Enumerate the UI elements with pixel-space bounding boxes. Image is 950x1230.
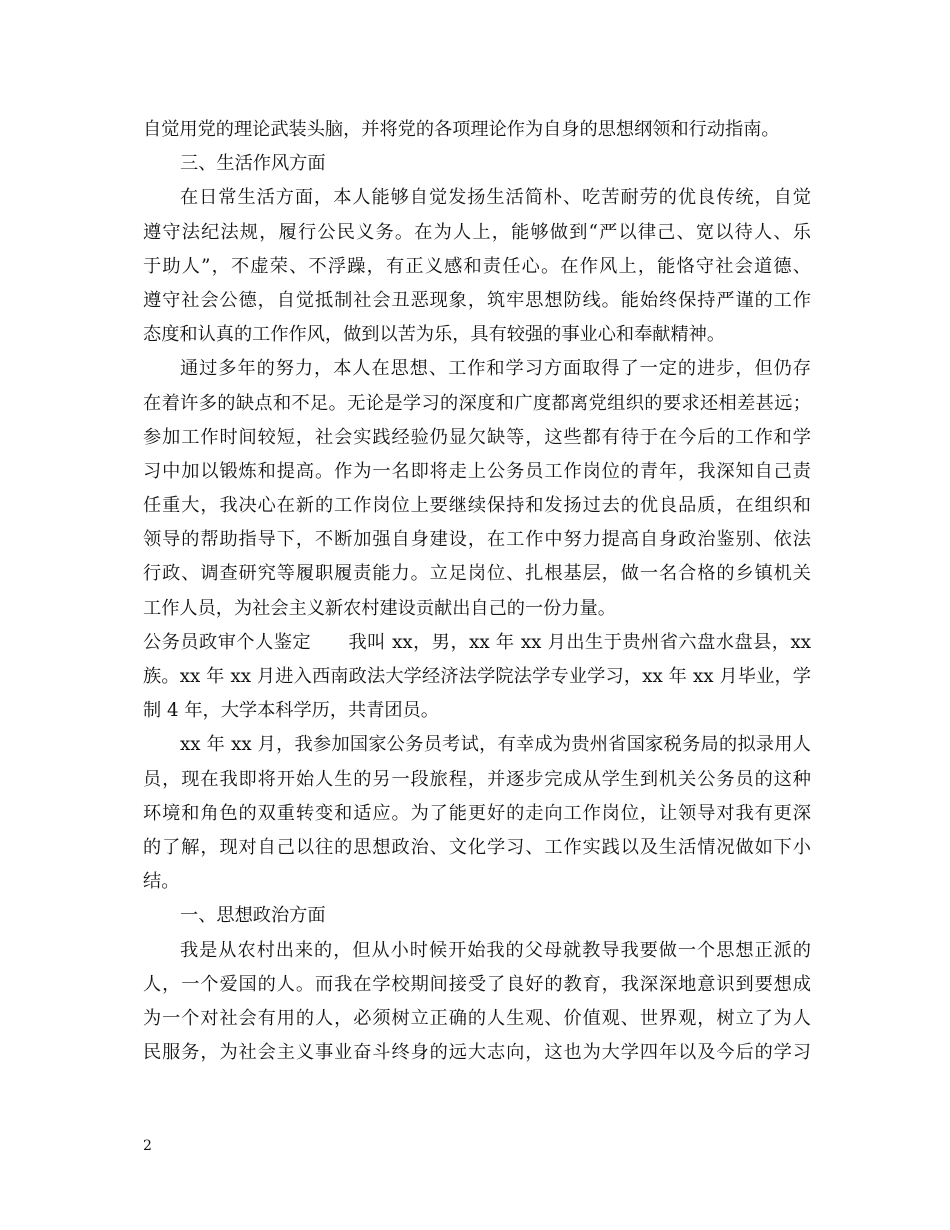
document-body xyxy=(143,113,811,1070)
text-line: 族。xx 年 xx 月进入西南政法大学经济法学院法学专业学习，xx 年 xx 月毕业，学 xyxy=(143,666,811,687)
text-line: 在日常生活方面，本人能够自觉发扬生活简朴、吃苦耐劳的优良传统，自觉 xyxy=(180,187,811,209)
text-line: 环境和角色的双重转变和适应。为了能更好的走向工作岗位，让领导对我有更深 xyxy=(143,802,811,824)
text-line: xx 年 xx 月，我参加国家公务员考试，有幸成为贵州省国家税务局的拟录用人 xyxy=(180,734,811,756)
text-line: 工作人员，为社会主义新农村建设贡献出自己的一份力量。 xyxy=(143,597,616,619)
text-line: 公务员政审个人鉴定 我叫 xx，男，xx 年 xx 月出生于贵州省六盘水盘县，xx xyxy=(143,631,811,653)
text-line: 领导的帮助指导下，不断加强自身建设，在工作中努力提高自身政治鉴别、依法 xyxy=(143,529,811,551)
text-line: 通过多年的努力，本人在思想、工作和学习方面取得了一定的进步，但仍存 xyxy=(180,358,811,380)
text-line: 一、思想政治方面 xyxy=(180,905,326,927)
text-line: 在着许多的缺点和不足。无论是学习的深度和广度都离党组织的要求还相差甚远； xyxy=(143,392,811,414)
text-line: 参加工作时间较短，社会实践经验仍显欠缺等，这些都有待于在今后的工作和学 xyxy=(143,426,811,448)
text-line: 员，现在我即将开始人生的另一段旅程，并逐步完成从学生到机关公务员的这种 xyxy=(143,768,811,790)
text-line: 任重大，我决心在新的工作岗位上要继续保持和发扬过去的优良品质，在组织和 xyxy=(143,495,811,517)
text-line: 习中加以锻炼和提高。作为一名即将走上公务员工作岗位的青年，我深知自己责 xyxy=(143,460,811,482)
text-line: 结。 xyxy=(143,871,180,893)
text-line: 于助人”，不虚荣、不浮躁，有正义感和责任心。在作风上，能恪守社会道德、 xyxy=(143,255,811,277)
text-line: 民服务，为社会主义事业奋斗终身的远大志向，这也为大学四年以及今后的学习 xyxy=(143,1042,811,1064)
text-line: 自觉用党的理论武装头脑，并将党的各项理论作为自身的思想纲领和行动指南。 xyxy=(143,119,780,140)
text-line: 我是从农村出来的，但从小时候开始我的父母就教导我要做一个思想正派的 xyxy=(180,939,811,961)
text-line: 遵守社会公德，自觉抵制社会丑恶现象，筑牢思想防线。能始终保持严谨的工作 xyxy=(143,289,811,311)
text-line: 为一个对社会有用的人，必须树立正确的人生观、价值观、世界观，树立了为人 xyxy=(143,1007,811,1029)
text-line: 三、生活作风方面 xyxy=(180,153,326,175)
text-line: 制 4 年，大学本科学历，共青团员。 xyxy=(143,700,439,722)
text-line: 的了解，现对自己以往的思想政治、文化学习、工作实践以及生活情况做如下小 xyxy=(143,836,811,858)
page-number: 2 xyxy=(143,1138,152,1154)
text-line: 人，一个爱国的人。而我在学校期间接受了良好的教育，我深深地意识到要想成 xyxy=(143,973,811,995)
text-line: 遵守法纪法规，履行公民义务。在为人上，能够做到“严以律己、宽以待人、乐 xyxy=(143,221,811,243)
text-line: 态度和认真的工作作风，做到以苦为乐，具有较强的事业心和奉献精神。 xyxy=(143,324,726,346)
text-line: 行政、调查研究等履职履责能力。立足岗位、扎根基层，做一名合格的乡镇机关 xyxy=(143,563,811,585)
